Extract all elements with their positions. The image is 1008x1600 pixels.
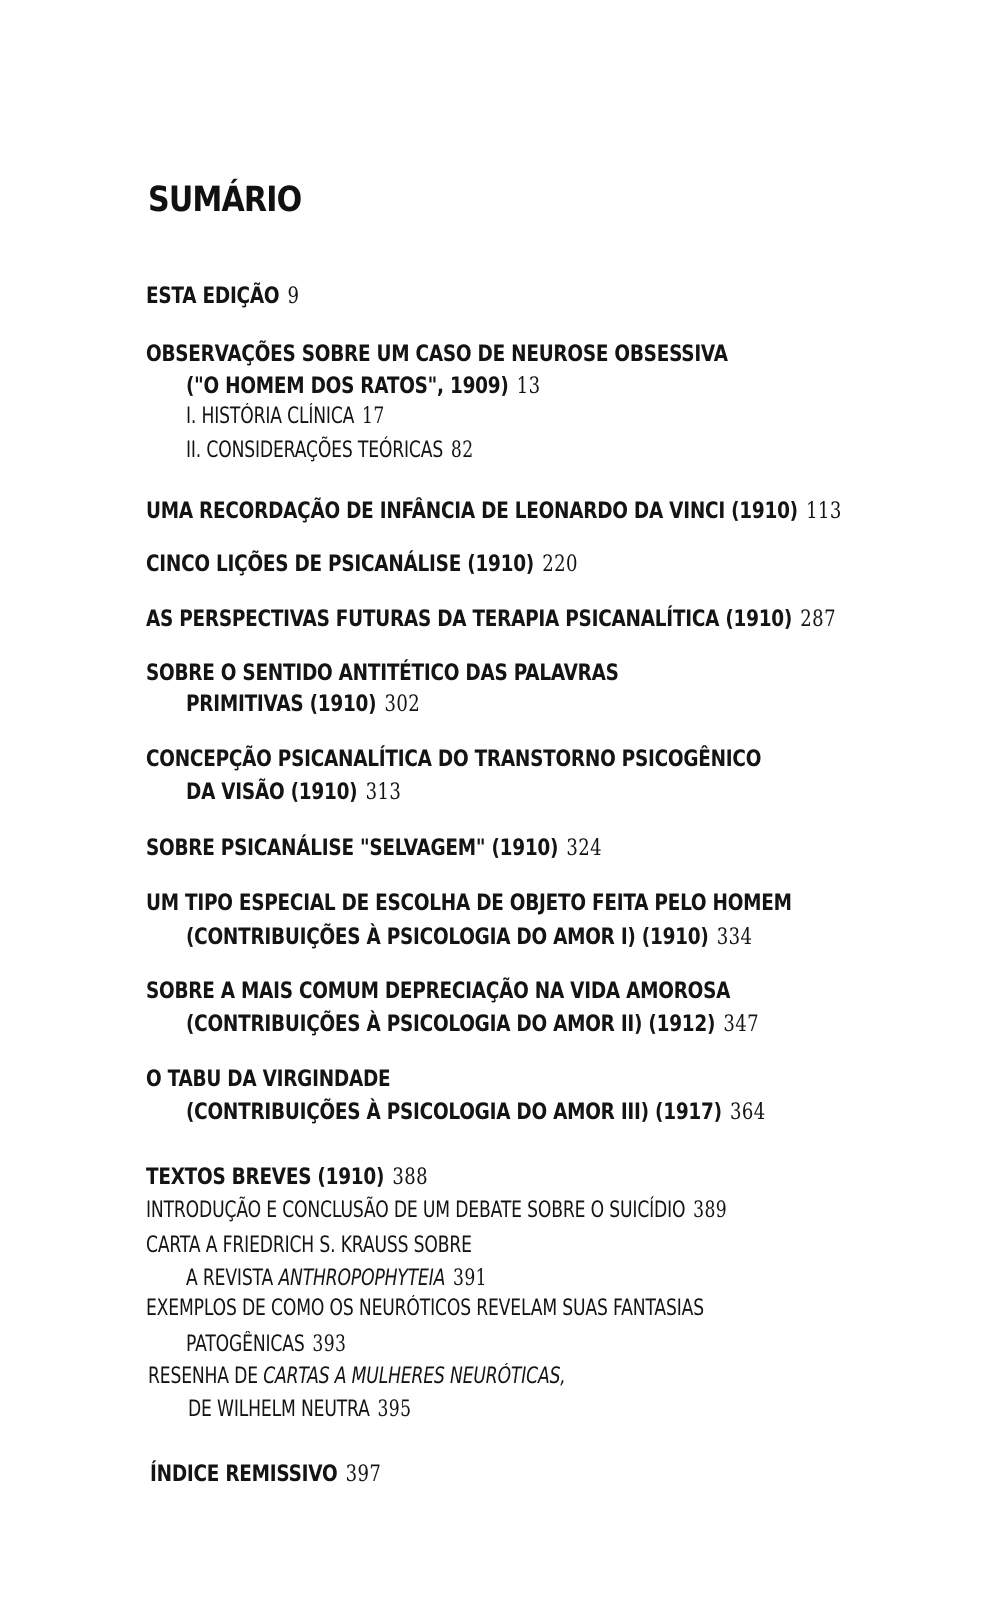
toc-subentry-title: A REVISTA — [186, 1266, 279, 1291]
toc-page-number: 395 — [377, 1397, 412, 1422]
toc-subentry-carta-krauss — [146, 1235, 472, 1257]
toc-page-number: 220 — [542, 552, 578, 577]
toc-page-number: 313 — [365, 780, 402, 805]
toc-entry-indice-remissivo — [150, 1463, 381, 1486]
toc-subentry-title: DE WILHELM NEUTRA — [188, 1397, 370, 1422]
toc-entry-perspectivas — [146, 608, 836, 631]
toc-page-number: 364 — [729, 1100, 766, 1125]
toc-page-number: 82 — [450, 438, 474, 463]
toc-entry-textos-breves — [146, 1166, 428, 1189]
toc-entry-title: CONCEPÇÃO PSICANALÍTICA DO TRANSTORNO PSICOGÊNICO — [146, 746, 762, 772]
toc-entry-tabu-virgindade — [146, 1068, 390, 1091]
toc-entry-title: (CONTRIBUIÇÕES À PSICOLOGIA DO AMOR III) (1917) — [186, 1099, 722, 1125]
toc-entry-title: SOBRE A MAIS COMUM DEPRECIAÇÃO NA VIDA AMOROSA — [146, 978, 731, 1004]
toc-subentry-title: PATOGÊNICAS — [186, 1332, 305, 1357]
toc-subentry-exemplos-neuroticos-cont — [186, 1334, 346, 1356]
toc-entry-cinco-licoes — [146, 553, 578, 576]
toc-entry-tabu-virgindade-cont — [186, 1101, 766, 1124]
toc-subentry-title: I. HISTÓRIA CLÍNICA — [186, 404, 355, 429]
toc-entry-concepcao-cont — [186, 781, 401, 804]
toc-entry-title: ("O HOMEM DOS RATOS", 1909) — [186, 373, 509, 399]
toc-entry-esta-edicao — [146, 285, 299, 308]
toc-page-number: 391 — [453, 1266, 487, 1291]
toc-entry-selvagem — [146, 837, 602, 860]
toc-entry-title: (CONTRIBUIÇÕES À PSICOLOGIA DO AMOR I) (1910) — [186, 924, 709, 950]
toc-entry-tipo-especial — [146, 892, 792, 915]
toc-subentry-historia-clinica — [186, 406, 385, 428]
toc-page-number: 334 — [716, 925, 753, 950]
toc-entry-title: OBSERVAÇÕES SOBRE UM CASO DE NEUROSE OBSESSIVA — [146, 341, 728, 367]
toc-subentry-resenha-cartas — [148, 1366, 566, 1388]
toc-entry-leonardo — [146, 500, 842, 523]
toc-subentry-resenha-cartas-cont — [188, 1399, 411, 1421]
page-title: SUMÁRIO — [148, 180, 302, 220]
toc-entry-title: CINCO LIÇÕES DE PSICANÁLISE (1910) — [146, 551, 535, 577]
toc-page-number: 347 — [723, 1012, 760, 1037]
toc-subentry-exemplos-neuroticos — [146, 1298, 704, 1320]
toc-page-number: 393 — [312, 1332, 347, 1357]
toc-page-number: 17 — [362, 404, 385, 429]
toc-page-number: 9 — [287, 284, 300, 309]
toc-entry-depreciacao-cont — [186, 1013, 759, 1036]
toc-subentry-italic-title: CARTAS A MULHERES NEURÓTICAS, — [263, 1364, 566, 1389]
toc-entry-tipo-especial-cont — [186, 926, 752, 949]
toc-entry-title: UMA RECORDAÇÃO DE INFÂNCIA DE LEONARDO DA VINCI (1910) — [146, 498, 798, 524]
toc-entry-sentido-antitetico — [146, 662, 619, 685]
toc-entry-observacoes-cont — [186, 375, 541, 398]
toc-entry-title: DA VISÃO (1910) — [186, 779, 358, 805]
toc-subentry-title: INTRODUÇÃO E CONCLUSÃO DE UM DEBATE SOBRE O SUICÍDIO — [146, 1198, 686, 1223]
toc-page-number: 13 — [516, 374, 541, 399]
toc-entry-title: PRIMITIVAS (1910) — [186, 691, 377, 717]
toc-entry-title: UM TIPO ESPECIAL DE ESCOLHA DE OBJETO FEITA PELO HOMEM — [146, 890, 792, 916]
toc-page-number: 389 — [693, 1198, 728, 1223]
toc-entry-title: ÍNDICE REMISSIVO — [150, 1461, 338, 1487]
toc-entry-title: TEXTOS BREVES (1910) — [146, 1164, 385, 1190]
toc-entry-concepcao — [146, 748, 761, 771]
toc-page-number: 397 — [345, 1462, 382, 1487]
toc-entry-sentido-antitetico-cont — [186, 693, 420, 716]
toc-page-number: 113 — [806, 499, 842, 524]
toc-subentry-title: CARTA A FRIEDRICH S. KRAUSS SOBRE — [146, 1233, 472, 1258]
toc-entry-title: (CONTRIBUIÇÕES À PSICOLOGIA DO AMOR II) (1912) — [186, 1011, 716, 1037]
toc-entry-observacoes — [146, 343, 728, 366]
toc-entry-title: ESTA EDIÇÃO — [146, 283, 280, 309]
toc-page-number: 287 — [800, 607, 836, 632]
toc-page-number: 324 — [566, 836, 603, 861]
toc-entry-depreciacao — [146, 980, 730, 1003]
toc-page-number: 302 — [384, 692, 421, 717]
toc-entry-title: SOBRE PSICANÁLISE "SELVAGEM" (1910) — [146, 835, 559, 861]
toc-page-number: 388 — [392, 1165, 429, 1190]
toc-subentry-title: RESENHA DE — [148, 1364, 264, 1389]
toc-entry-title: AS PERSPECTIVAS FUTURAS DA TERAPIA PSICANALÍTICA (1910) — [146, 606, 793, 632]
toc-subentry-italic-title: ANTHROPOPHYTEIA — [278, 1266, 446, 1291]
toc-subentry-carta-krauss-cont — [186, 1268, 487, 1290]
toc-subentry-consideracoes-teoricas — [186, 440, 474, 462]
toc-entry-title: SOBRE O SENTIDO ANTITÉTICO DAS PALAVRAS — [146, 660, 619, 686]
toc-subentry-title: II. CONSIDERAÇÕES TEÓRICAS — [186, 438, 444, 463]
toc-subentry-title: EXEMPLOS DE COMO OS NEURÓTICOS REVELAM SUAS FANTASIAS — [146, 1296, 704, 1321]
toc-entry-title: O TABU DA VIRGINDADE — [146, 1066, 391, 1092]
toc-subentry-debate-suicidio — [146, 1200, 727, 1222]
